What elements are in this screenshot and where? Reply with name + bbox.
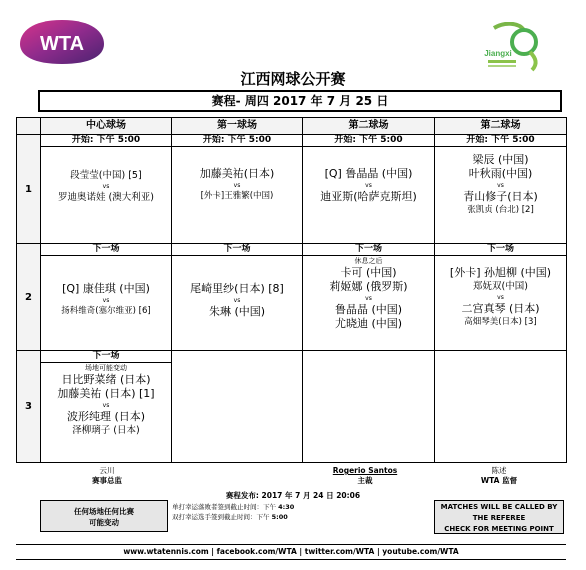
match-row — [17, 351, 567, 463]
vs-label: vs — [365, 182, 372, 189]
schedule-date: 赛程- 周四 2017 年 7 月 25 日 — [38, 90, 562, 112]
vs-label: vs — [365, 295, 372, 302]
player: 二宫真琴 (日本) — [461, 302, 540, 315]
vs-label: vs — [497, 294, 504, 301]
player: 叶秋雨(中国) — [468, 167, 533, 180]
vs-label: vs — [497, 182, 504, 189]
wta-supervisor — [434, 466, 564, 486]
player: 加藤美祐(日本) — [199, 167, 275, 180]
match-note: 休息之后 — [354, 257, 383, 265]
start-time: 开始: 下午 5:00 — [435, 135, 566, 147]
row-number: 3 — [17, 351, 41, 463]
empty-cell — [303, 351, 435, 463]
player: 张凯贞 (台北) [2] — [467, 205, 534, 215]
notice-line: CHECK FOR MEETING POINT — [444, 525, 554, 533]
vs-label: vs — [102, 297, 110, 304]
player: 尤晓迪 (中国) — [334, 317, 403, 330]
footer-links: www.wtatennis.com | facebook.com/WTA | twitter.com/WTA | youtube.com/WTA — [16, 544, 566, 560]
player: 梁辰 (中国) — [472, 153, 529, 166]
followed-by: 下一场 — [41, 244, 171, 256]
tournament-director — [44, 466, 170, 486]
player: 鲁晶晶 (中国) — [334, 303, 403, 316]
player: 卡可 (中国) — [340, 266, 397, 279]
start-time: 开始: 下午 5:00 — [41, 135, 171, 147]
page-title: 江西网球公开赛 — [240, 70, 346, 88]
empty-cell — [172, 351, 303, 463]
player: [外卡] 孙旭柳 (中国) — [449, 266, 552, 279]
match-cell — [435, 135, 567, 244]
notice-line: 可能变动 — [89, 518, 119, 527]
row-number: 1 — [17, 135, 41, 244]
corner-cell — [17, 118, 41, 135]
player: 泽柳璃子 (日本) — [72, 425, 140, 436]
notice-line: 任何场地任何比赛 — [74, 507, 134, 516]
release-time: 赛程发布: 2017 年 7 月 24 日 20:06 — [225, 491, 361, 500]
player: 日比野菜绪 (日本) — [61, 373, 151, 386]
match-row — [17, 135, 567, 244]
official-role: WTA 监督 — [480, 476, 518, 485]
vs-label: vs — [233, 182, 241, 189]
row-number: 2 — [17, 244, 41, 351]
official-name: Rogerio Santos — [332, 466, 398, 475]
player: 段莹莹(中国) [5] — [70, 170, 142, 181]
match-cell — [41, 135, 172, 244]
match-cell — [41, 351, 172, 463]
wta-logo — [18, 18, 106, 66]
match-note: 场地可能变动 — [85, 364, 127, 372]
official-name: 陈述 — [491, 466, 507, 475]
court-header: 第一球场 — [172, 118, 303, 135]
start-time: 开始: 下午 5:00 — [172, 135, 302, 147]
doubles-deadline: 双打幸运选手签到截止时间：下午 5:00 — [172, 513, 288, 521]
match-cell — [41, 244, 172, 351]
player: 青山修子(日本) — [463, 190, 538, 203]
player: 加藤美祐 (日本) [1] — [57, 387, 155, 400]
player: 尾崎里纱(日本) [8] — [190, 282, 284, 295]
player: [外卡]王雅繁(中国) — [200, 191, 274, 201]
player: [Q] 鲁晶晶 (中国) — [324, 167, 413, 180]
court-header: 第二球场 — [303, 118, 435, 135]
notice-line: THE REFEREE — [472, 514, 526, 522]
player: 罗迪奥诺娃 (澳大利亚) — [58, 192, 154, 203]
match-cell — [303, 244, 435, 351]
player: 迪亚斯(哈萨克斯坦) — [320, 190, 417, 203]
player: 莉姬娜 (俄罗斯) — [329, 280, 408, 293]
svg-text:Jiangxi: Jiangxi — [484, 49, 512, 58]
official-role: 主裁 — [357, 476, 373, 485]
court-change-notice — [40, 500, 168, 532]
official-role: 赛事总监 — [92, 476, 122, 485]
court-header: 中心球场 — [41, 118, 172, 135]
referee — [300, 466, 430, 486]
official-name: 云川 — [99, 466, 115, 475]
match-cell — [435, 244, 567, 351]
match-cell — [172, 244, 303, 351]
match-row — [17, 244, 567, 351]
vs-label: vs — [102, 183, 110, 190]
notice-line: MATCHES WILL BE CALLED BY — [440, 503, 558, 511]
signin-deadlines — [172, 502, 294, 522]
referee-notice — [434, 500, 564, 534]
court-header: 第二球场 — [435, 118, 567, 135]
match-cell — [303, 135, 435, 244]
court-header-row — [17, 118, 567, 135]
vs-label: vs — [102, 402, 110, 409]
player: 高畑琴美(日本) [3] — [464, 317, 537, 327]
player: 波形纯理 (日本) — [66, 410, 146, 423]
match-cell — [172, 135, 303, 244]
player: 朱琳 (中国) — [208, 305, 266, 318]
player: 郑妩双(中国) — [473, 281, 528, 292]
followed-by: 下一场 — [303, 244, 434, 256]
followed-by: 下一场 — [435, 244, 566, 256]
order-of-play-table — [16, 117, 567, 463]
vs-label: vs — [233, 297, 241, 304]
player: [Q] 康佳琪 (中国) — [62, 282, 150, 295]
followed-by: 下一场 — [41, 351, 171, 363]
singles-deadline: 单打幸运落败者签到截止时间：下午 4:30 — [172, 503, 295, 511]
player: 扬科维奇(塞尔维亚) [6] — [61, 306, 151, 316]
empty-cell — [435, 351, 567, 463]
svg-text:WTA: WTA — [39, 33, 85, 55]
jiangxi-open-logo — [484, 22, 544, 72]
start-time: 开始: 下午 5:00 — [303, 135, 434, 147]
followed-by: 下一场 — [172, 244, 302, 256]
